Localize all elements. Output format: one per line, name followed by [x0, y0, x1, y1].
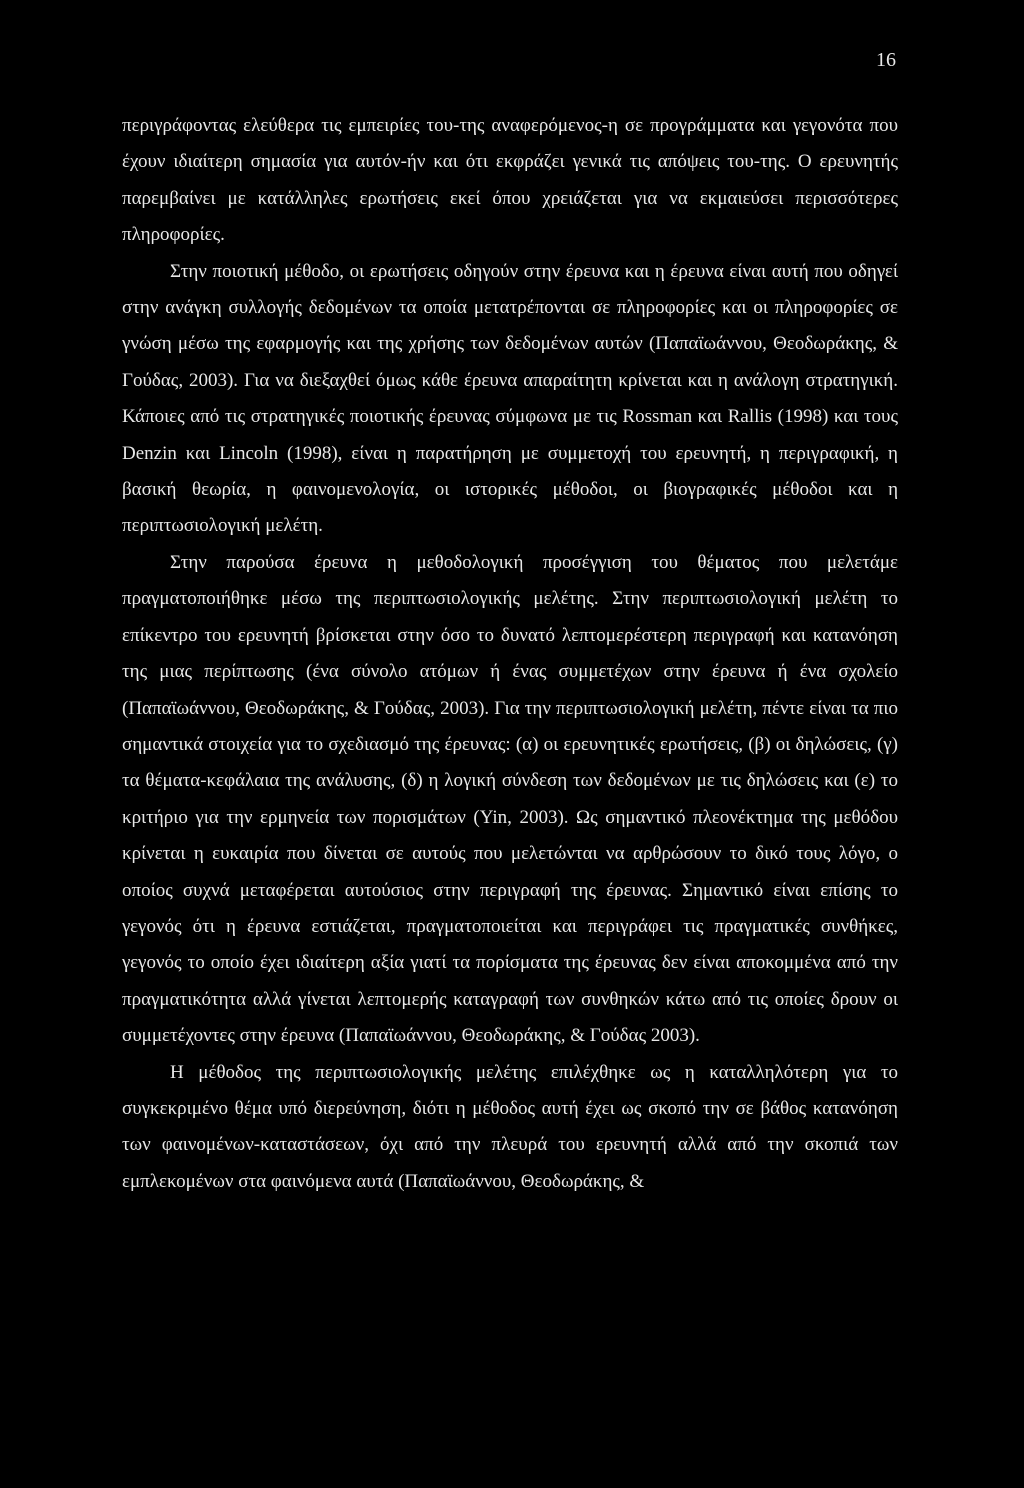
- paragraph-1: περιγράφοντας ελεύθερα τις εμπειρίες του-της αναφερόμενος-η σε προγράμματα και γεγονότα που έχουν ιδιαίτερη σημασία για αυτόν-ήν και ότι εκφράζει γενικά τις απόψεις του-της. Ο ερευνητής παρεμβαίνει με κατάλληλες ερωτήσεις εκεί όπου χρειάζεται για να εκμαιεύσει περισσότερες πληροφορίες.: [122, 115, 898, 246]
- paragraph-4: Η μέθοδος της περιπτωσιολογικής μελέτης επιλέχθηκε ως η καταλληλότερη για το συγκεκριμένο θέμα υπό διερεύνηση, διότι η μέθοδος αυτή έχει ως σκοπό την σε βάθος κατανόηση των φαινομένων-καταστάσεων, όχι από την πλευρά του ερευνητή αλλά από την σκοπιά των εμπλεκομένων στα φαινόμενα αυτά (Παπαϊωάννου, Θεοδωράκης, &: [122, 1061, 898, 1192]
- paragraph-3: Στην παρούσα έρευνα η μεθοδολογική προσέγγιση του θέματος που μελετάμε πραγματοποιήθηκε μέσω της περιπτωσιολογικής μελέτης. Στην περιπτωσιολογική μελέτη το επίκεντρο του ερευνητή βρίσκεται στην όσο το δυνατό λεπτομερέστερη περιγραφή και κατανόηση της μιας περίπτωσης (ένα σύνολο ατόμων ή ένας συμμετέχων στην έρευνα ή ένα σχολείο (Παπαϊωάννου, Θεοδωράκης, & Γούδας, 2003). Για την περιπτωσιολογική μελέτη, πέντε είναι τα πιο σημαντικά στοιχεία για το σχεδιασμό της έρευνας: (α) οι ερευνητικές ερωτήσεις, (β) οι δηλώσεις, (γ) τα θέματα-κεφάλαια της ανάλυσης, (δ) η λογική σύνδεση των δεδομένων με τις δηλώσεις και (ε) το κριτήριο για την ερμηνεία των πορισμάτων (Yin, 2003). Ως σημαντικό πλεονέκτημα της μεθόδου κρίνεται η ευκαιρία που δίνεται σε αυτούς που μελετώνται να αρθρώσουν το δικό τους λόγο, ο οποίος συχνά μεταφέρεται αυτούσιος στην περιγραφή της έρευνας. Σημαντικό είναι επίσης το γεγονός ότι η έρευνα εστιάζεται, πραγματοποιείται και περιγράφει τις πραγματικές συνθήκες, γεγονός το οποίο έχει ιδιαίτερη αξία γιατί τα πορίσματα της έρευνας δεν είναι αποκομμένα από την πραγματικότητα αλλά γίνεται λεπτομερής καταγραφή των συνθηκών κάτω από τις οποίες δρουν οι συμμετέχοντες στην έρευνα (Παπαϊωάννου, Θεοδωράκης, & Γούδας 2003).: [122, 551, 898, 1047]
- body-text: [122, 108, 898, 1200]
- page-number: 16: [876, 49, 896, 71]
- paragraph-2: Στην ποιοτική μέθοδο, οι ερωτήσεις οδηγούν στην έρευνα και η έρευνα είναι αυτή που οδηγεί στην ανάγκη συλλογής δεδομένων τα οποία μετατρέπονται σε πληροφορίες και οι πληροφορίες σε γνώση μέσω της εφαρμογής και της χρήσης των δεδομένων αυτών (Παπαϊωάννου, Θεοδωράκης, & Γούδας, 2003). Για να διεξαχθεί όμως κάθε έρευνα απαραίτητη κρίνεται και η ανάλογη στρατηγική. Κάποιες από τις στρατηγικές ποιοτικής έρευνας σύμφωνα με τις Rossman και Rallis (1998) και τους Denzin και Lincoln (1998), είναι η παρατήρηση με συμμετοχή του ερευνητή, η περιγραφική, η βασική θεωρία, η φαινομενολογία, οι ιστορικές μέθοδοι, οι βιογραφικές μέθοδοι και η περιπτωσιολογική μελέτη.: [122, 260, 898, 537]
